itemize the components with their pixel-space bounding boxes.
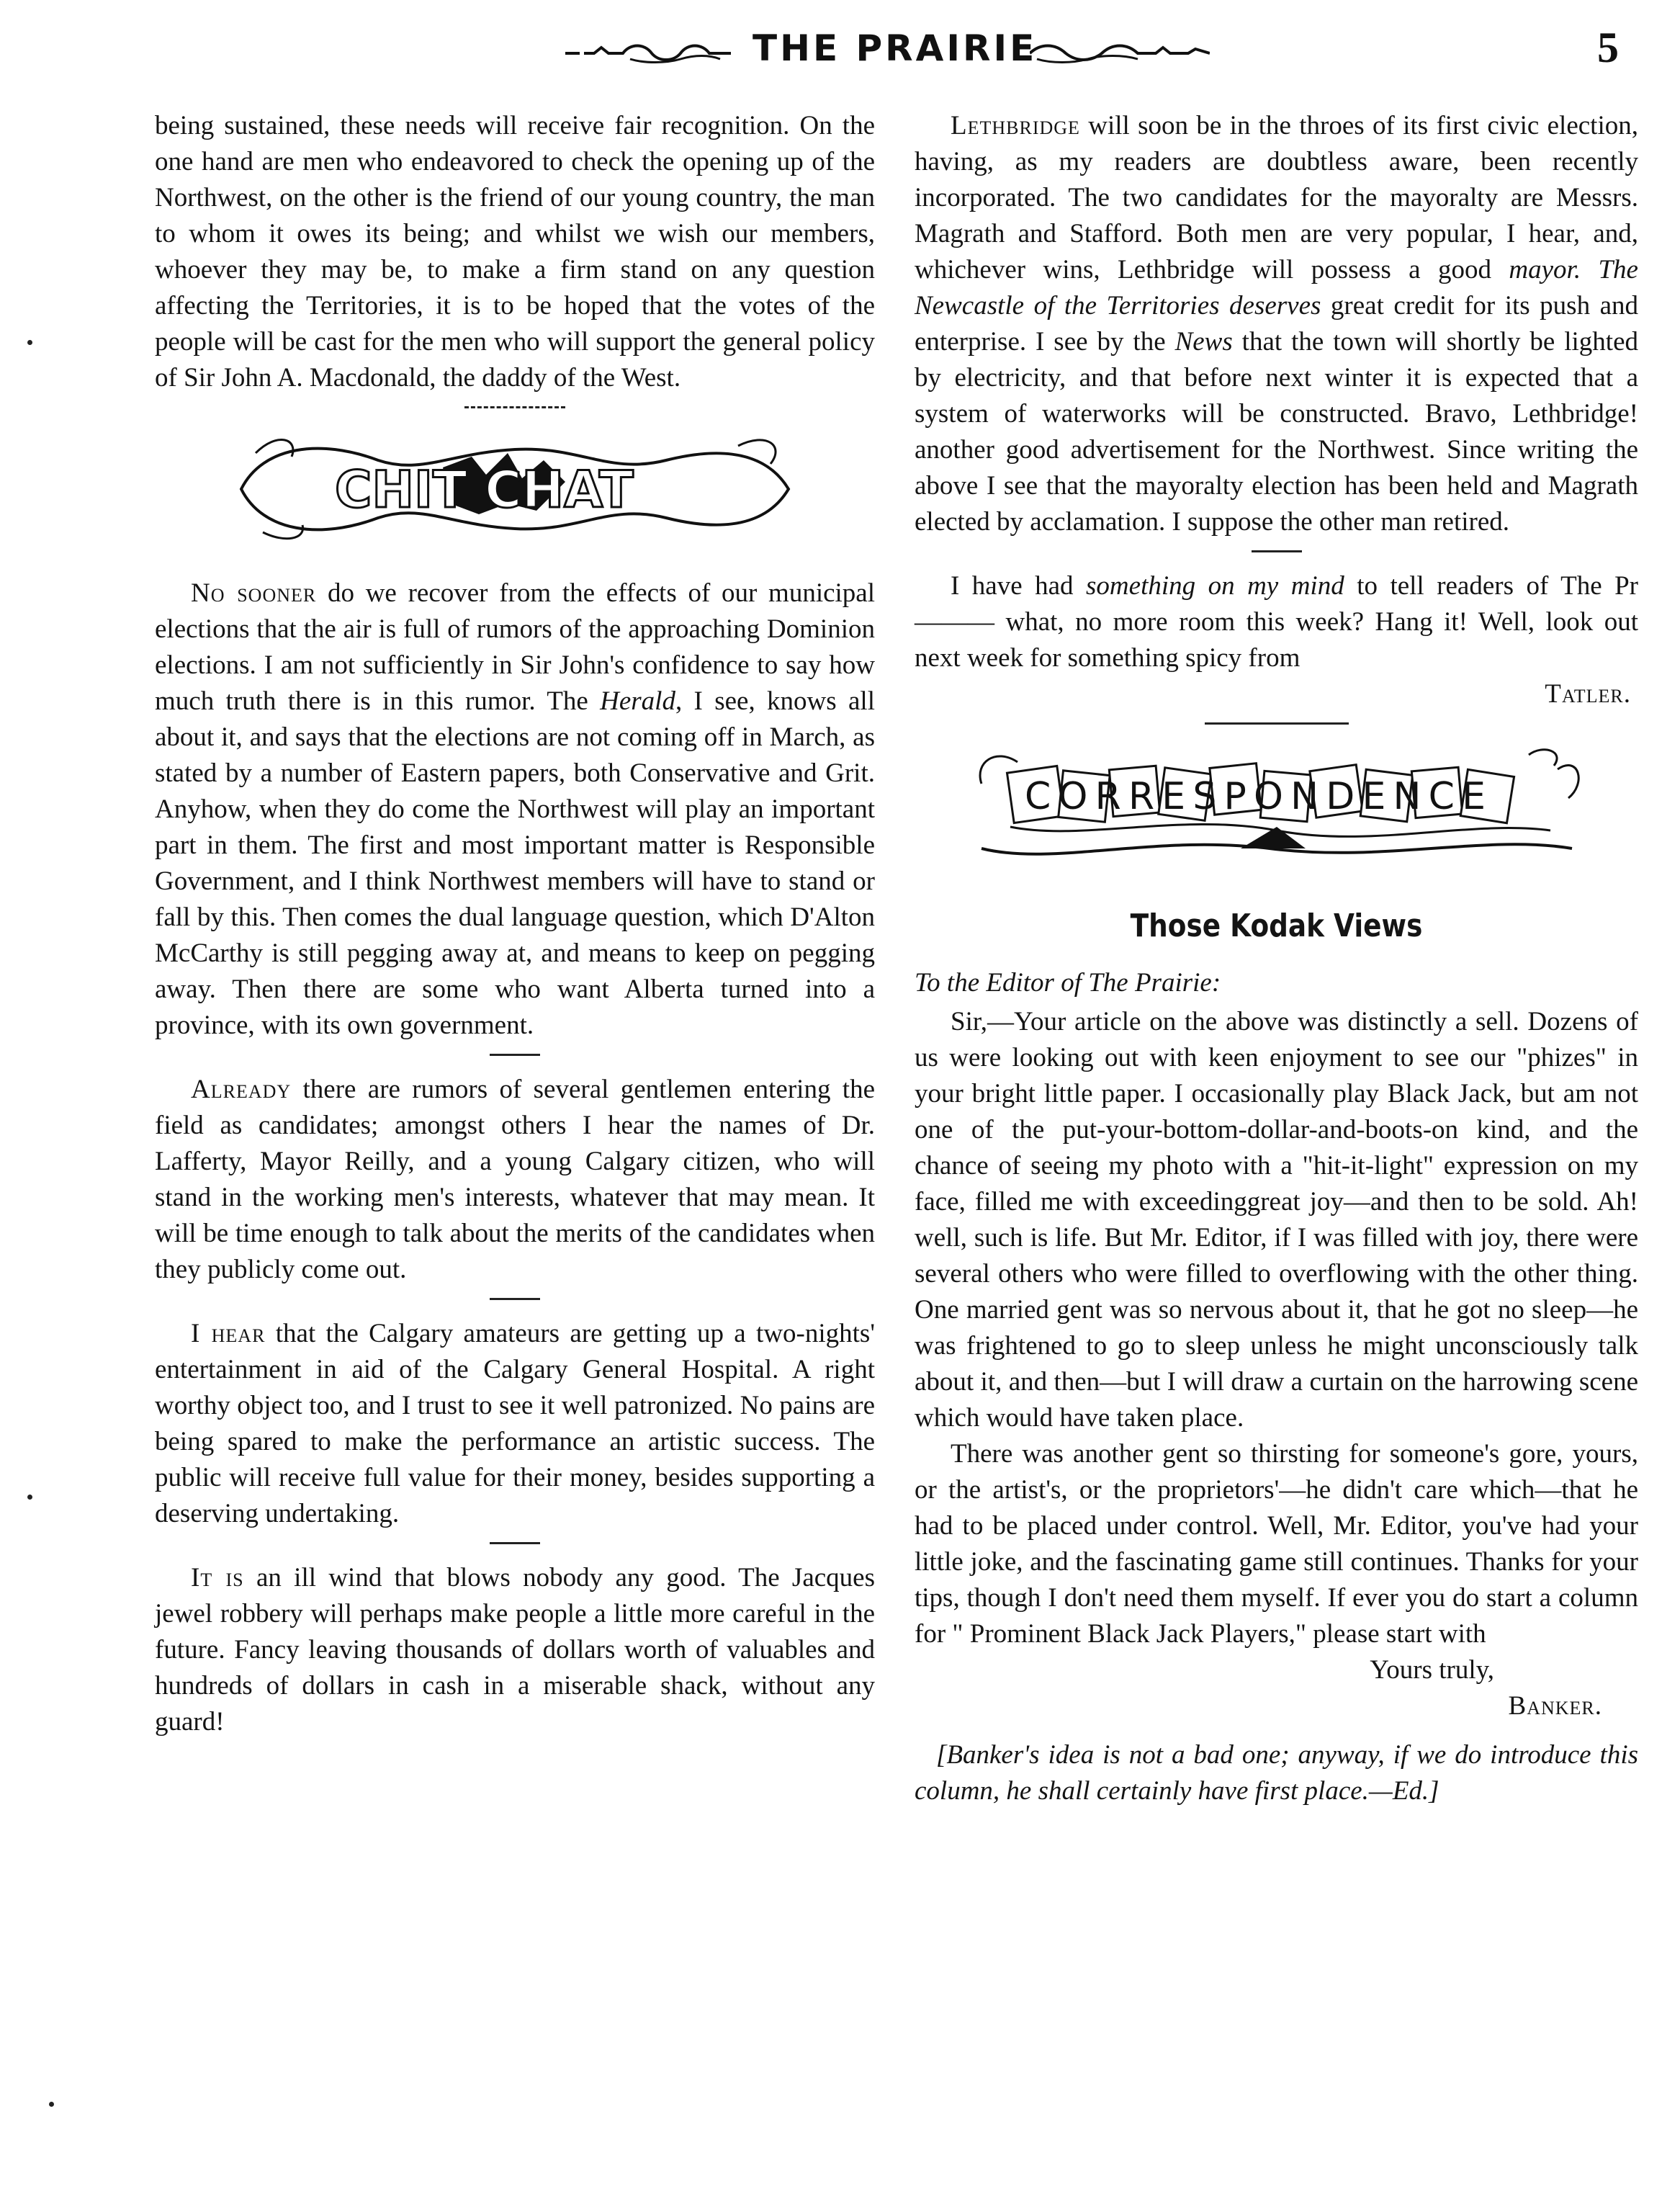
letter-closing: Yours truly, <box>1370 1655 1494 1685</box>
margin-dot <box>27 1495 32 1500</box>
page-header <box>0 24 1680 78</box>
dominion-elections-paragraph: No sooner do we recover from the effects of our municipal elections that the air is full of rumors of the approaching Dominion elections. I am not sufficiently in Sir John's confidence to say how much truth there is in this rumor. The Herald, I see, knows all about it, and says that the elections are not coming off in March, as stated by a number of Eastern papers, both Conservative and Grit. Anyhow, when they do come the Northwest will play an important part in them. The first and most important matter is Responsible Government, and I think Northwest members will have to stand or fall by this. Then comes the dual language question, which D'Alton McCarthy is still pegging away at, and means to keep on pegging away. Then there are some who want Alberta turned into a province, with its own government. <box>155 578 876 1040</box>
divider <box>464 406 565 408</box>
letter-signer: Banker. <box>1508 1691 1602 1721</box>
letter-paragraph-1: Sir,—Your article on the above was distinctly a sell. Dozens of us were looking out with keen enjoyment to see our "phizes" in your bright little paper. I occasionally play Black Jack, but am not one of the put-your-bottom-dollar-and-boots-on kind, and the chance of seeing my photo with a "hit-it-light" expression on my face, filled me with exceedinggreat joy—and then to be sold. Ah! well, such is life. But Mr. Editor, if I was filled with joy, there were several others who were filled to overflowing with the other thing. One married gent was so nervous about it, that he got no sleep—he was frightened to go to sleep unless he might unconsciously talk about it, and then—but I will draw a curtain on the harrowing scene which would have taken place. <box>915 1007 1638 1433</box>
candidates-paragraph: Already there are rumors of several gentlemen entering the field as candidates; amongst others I hear the names of Dr. Lafferty, Mayor Reilly, and a young Calgary citizen, who will stand in the working men's interests, whatever that may mean. It will be time enough to talk about the merits of the candidates when they publicly come out. <box>155 1075 875 1284</box>
letter-headline: Those Kodak Views <box>1130 908 1423 944</box>
page-title: THE PRAIRIE <box>753 27 1038 69</box>
left-ornament-icon <box>565 37 731 66</box>
continued-paragraph: being sustained, these needs will receive fair recognition. On the one hand are men who endeavored to check the opening up of the Northwest, on the other is the friend of our young country, the man to whom it owes its being; and whilst we wish our members, whoever they may be, to make a firm stand on any question affecting the Territories, it is to be hoped that the votes of the people will be cast for the men who will support the general policy of Sir John A. Macdonald, the daddy of the West. <box>155 111 875 393</box>
divider <box>1252 550 1302 552</box>
svg-text:CORRESPONDENCE: CORRESPONDENCE <box>1024 775 1486 818</box>
margin-dot <box>27 340 32 345</box>
amateurs-paragraph: I hear that the Calgary amateurs are getting up a two-nights' entertainment in aid of the Calgary General Hospital. A right worthy object too, and I trust to see it well patronized. No pains are being spared to make the performance an artistic success. The public will receive full value for their money, besides supporting a deserving undertaking. <box>155 1319 875 1528</box>
correspondence-banner-icon <box>967 740 1586 877</box>
svg-text:CHIT CHAT: CHIT CHAT <box>335 460 634 519</box>
letter-salutation: To the Editor of The Prairie: <box>915 968 1221 998</box>
lethbridge-paragraph: Lethbridge will soon be in the throes of its first civic election, having, as my readers are doubtless aware, been recently incorporated. The two candidates for the mayoralty are Messrs. Magrath and Stafford. Both men are very popular, I hear, and, whichever wins, Lethbridge will possess a good mayor. The Newcastle of the Territories deserves great credit for its push and enterprise. I see by the News that the town will shortly be lighted by electricity, and that before next winter it is expected that a system of waterworks will be constructed. Bravo, Lethbridge! another good advertisement for the Northwest. Since writing the above I see that the mayoralty election has been held and Magrath elected by acclamation. I suppose the other man retired. <box>915 111 1638 537</box>
tatler-signature: Tatler. <box>1545 679 1631 709</box>
margin-dot <box>49 2102 54 2107</box>
page-number: 5 <box>1597 24 1619 71</box>
left-column <box>155 108 875 1740</box>
editor-note: [Banker's idea is not a bad one; anyway, if we do introduce this column, he shall certainly have first place.—Ed.] <box>915 1740 1638 1806</box>
divider <box>490 1542 540 1544</box>
divider <box>490 1298 540 1300</box>
chit-chat-banner-icon <box>234 424 796 547</box>
right-column <box>915 108 1638 1809</box>
something-on-mind-paragraph: I have had something on my mind to tell readers of The Pr ——— what, no more room this week? Hang it! Well, look out next week for something spicy from <box>915 571 1639 673</box>
divider <box>1205 722 1349 725</box>
jewel-robbery-paragraph: It is an ill wind that blows nobody any good. The Jacques jewel robbery will perhaps make people a little more careful in the future. Fancy leaving thousands of dollars worth of valuables and hundreds of dollars in cash in a miserable shack, without any guard! <box>155 1563 875 1737</box>
right-ornament-icon <box>1030 37 1210 66</box>
divider <box>490 1054 540 1056</box>
letter-paragraph-2: There was another gent so thirsting for someone's gore, yours, or the artist's, or the proprietors'—he didn't care which—that he had to be placed under control. Well, Mr. Editor, you've had your little joke, and the fascinating game still continues. Thanks for your tips, though I don't need them myself. If ever you do start a column for " Prominent Black Jack Players," please start with <box>915 1439 1638 1649</box>
